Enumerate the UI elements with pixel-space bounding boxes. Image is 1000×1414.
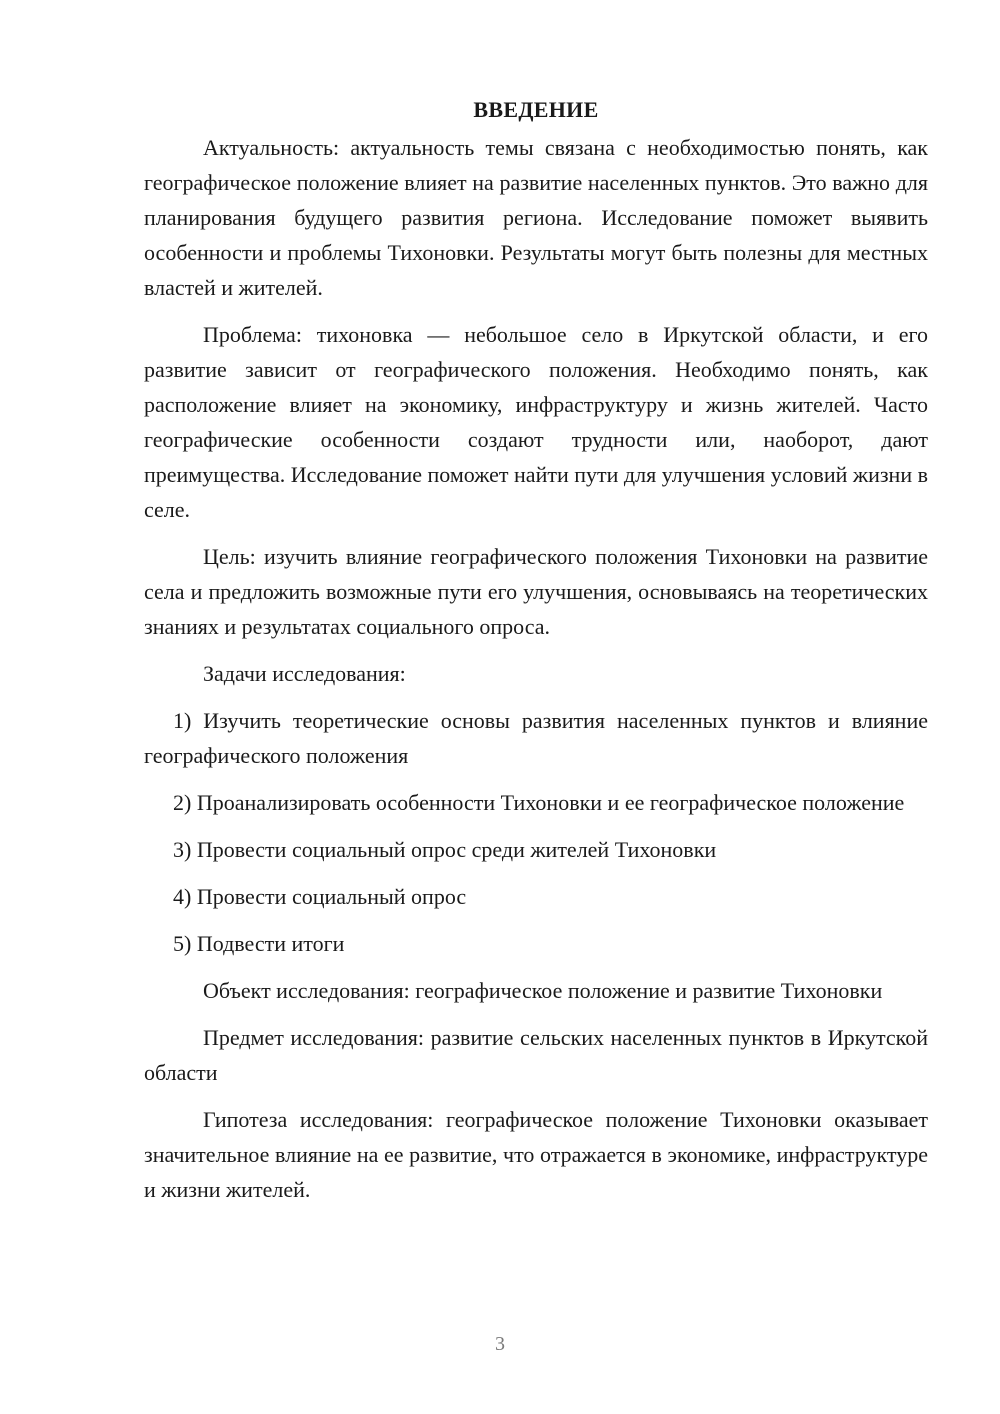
hypothesis-paragraph: Гипотеза исследования: географическое положение Тихоновки оказывает значительное влияние на ее развитие, что отражается в экономике, инфраструктуре и жизни жителей. [144, 1107, 928, 1202]
task-item-5: 5) Подвести итоги [173, 931, 345, 956]
problem-paragraph: Проблема: тихоновка — небольшое село в Иркутской области, и его развитие зависит от географического положения. Необходимо понять, как расположение влияет на экономику, инфраструктуру и жизнь жителей. Часто географические особенности создают трудности или, наоборот, дают преимущества. Исследование поможет найти пути для улучшения условий жизни в селе. [144, 322, 928, 522]
page-number: 3 [495, 1333, 505, 1355]
task-item-1: 1) Изучить теоретические основы развития населенных пунктов и влияние географического положения [144, 708, 928, 768]
relevance-paragraph: Актуальность: актуальность темы связана с необходимостью понять, как географическое положение влияет на развитие населенных пунктов. Это важно для планирования будущего развития региона. Исследование поможет выявить особенности и проблемы Тихоновки. Результаты могут быть полезны для местных властей и жителей. [144, 135, 928, 300]
goal-paragraph: Цель: изучить влияние географического положения Тихоновки на развитие села и предложить возможные пути его улучшения, основываясь на теоретических знаниях и результатах социального опроса. [144, 544, 928, 639]
object-paragraph: Объект исследования: географическое положение и развитие Тихоновки [203, 978, 883, 1003]
subject-paragraph: Предмет исследования: развитие сельских населенных пунктов в Иркутской области [144, 1025, 928, 1085]
document-page [144, 92, 928, 1219]
page-title: ВВЕДЕНИЕ [473, 97, 599, 122]
task-item-3: 3) Провести социальный опрос среди жителей Тихоновки [173, 837, 717, 862]
task-item-4: 4) Провести социальный опрос [173, 884, 467, 909]
tasks-heading: Задачи исследования: [203, 661, 406, 686]
task-item-2: 2) Проанализировать особенности Тихоновки и ее географическое положение [173, 790, 905, 815]
